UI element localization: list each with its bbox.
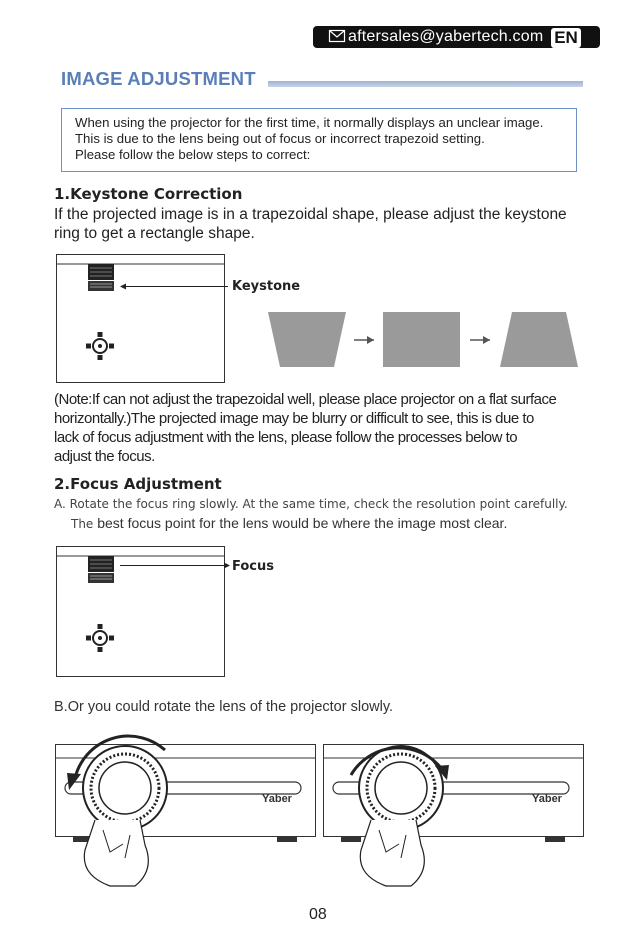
focus-text-a2 [71,515,507,531]
title-underline [268,81,583,87]
keystone-correction-illustration [268,312,580,368]
focus-text-b: B.Or you could rotate the lens of the projector slowly. [54,699,394,715]
note-line-1: (Note:If can not adjust the trapezoidal well, please place projector on a flat surface [54,391,557,408]
support-email[interactable]: aftersales@yabertech.com [348,28,544,45]
focus-text-a2-body: best focus point for the lens would be where the image most clear. [97,515,508,531]
keystone-text-1: If the projected image is in a trapezoidal shape, please adjust the keystone [54,206,567,223]
envelope-icon [329,30,345,42]
language-badge: EN [551,28,581,48]
arrow-right-icon-2 [483,336,490,344]
intro-box [61,108,577,172]
projector-top-diagram-keystone [56,254,226,384]
focus-text-a2-prefix: The [71,517,94,531]
keystone-label: Keystone [232,279,301,294]
focus-heading: 2.Focus Adjustment [54,475,222,493]
focus-text-a1: A. Rotate the focus ring slowly. At the same time, check the resolution point carefully. [54,497,568,511]
projector-front-rotate-ccw [55,740,317,890]
brand-logo-1: Yaber [262,793,292,805]
note-line-2: horizontally.)The projected image may be blurry or difficult to see, this is due to [54,410,534,427]
note-line-4: adjust the focus. [54,448,155,465]
arrow-right-icon [367,336,374,344]
keystone-text-2: ring to get a rectangle shape. [54,225,255,242]
focus-pointer-arrow [120,565,230,575]
hand-icon [84,820,148,886]
focus-label: Focus [232,559,274,574]
note-line-3: lack of focus adjustment with the lens, please follow the processes below to [54,429,518,446]
trapezoid-after [500,312,578,367]
brand-logo-2: Yaber [532,793,562,805]
page-title: IMAGE ADJUSTMENT [61,68,256,89]
rectangle-target [383,312,460,367]
keystone-pointer-arrow [120,286,230,296]
intro-line-2: This is due to the lens being out of focus or incorrect trapezoid setting. [75,131,485,146]
intro-line-3: Please follow the below steps to correct: [75,147,311,162]
keystone-heading: 1.Keystone Correction [54,185,243,203]
intro-line-1: When using the projector for the first time, it normally displays an unclear image. [75,115,544,130]
trapezoid-before [268,312,346,367]
page-number: 08 [309,906,327,923]
hand-icon-2 [360,820,424,886]
projector-front-rotate-cw [323,740,585,890]
